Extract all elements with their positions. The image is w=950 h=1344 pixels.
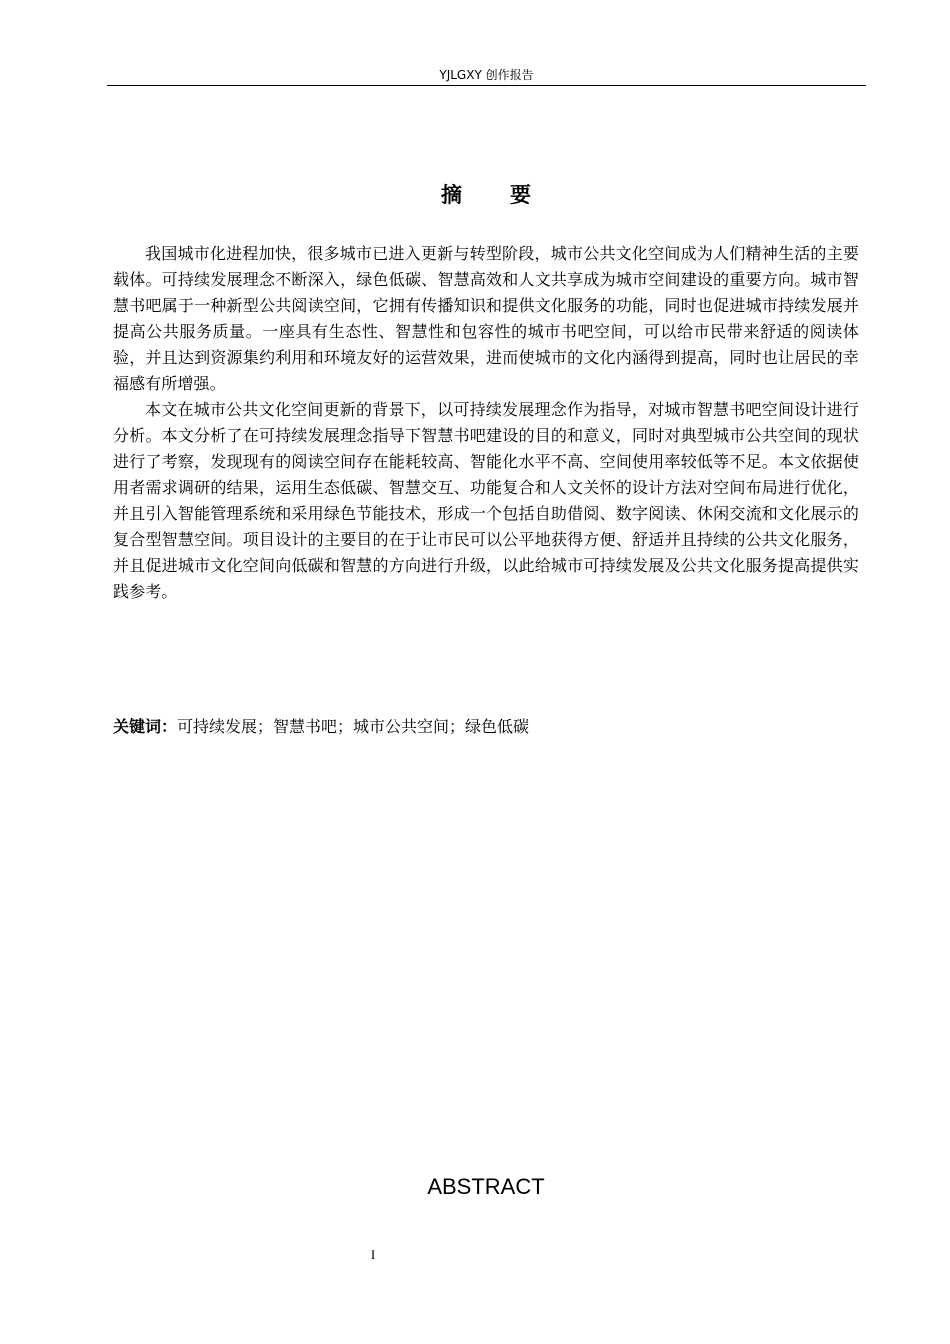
- header-divider: [107, 85, 866, 86]
- abstract-body: [113, 241, 859, 605]
- abstract-paragraph-1: 我国城市化进程加快，很多城市已进入更新与转型阶段，城市公共文化空间成为人们精神生活的主要载体。可持续发展理念不断深入，绿色低碳、智慧高效和人文共享成为城市空间建设的重要方向。城市智慧书吧属于一种新型公共阅读空间，它拥有传播知识和提供文化服务的功能，同时也促进城市持续发展并提高公共服务质量。一座具有生态性、智慧性和包容性的城市书吧空间，可以给市民带来舒适的阅读体验，并且达到资源集约利用和环境友好的运营效果，进而使城市的文化内涵得到提高，同时也让居民的幸福感有所增强。: [113, 244, 859, 393]
- english-abstract-title: ABSTRACT: [427, 1174, 545, 1199]
- abstract-title-second-char: 要: [510, 183, 531, 207]
- running-header: YJLGXY 创作报告: [439, 68, 534, 82]
- abstract-paragraph-2: 本文在城市公共文化空间更新的背景下，以可持续发展理念作为指导，对城市智慧书吧空间设计进行分析。本文分析了在可持续发展理念指导下智慧书吧建设的目的和意义，同时对典型城市公共空间的现状进行了考察，发现现有的阅读空间存在能耗较高、智能化水平不高、空间使用率较低等不足。本文依据使用者需求调研的结果，运用生态低碳、智慧交互、功能复合和人文关怀的设计方法对空间布局进行优化，并且引入智能管理系统和采用绿色节能技术，形成一个包括自助借阅、数字阅读、休闲交流和文化展示的复合型智慧空间。项目设计的主要目的在于让市民可以公平地获得方便、舒适并且持续的公共文化服务，并且促进城市文化空间向低碳和智慧的方向进行升级，以此给城市可持续发展及公共文化服务提高提供实践参考。: [113, 400, 859, 601]
- keywords-label: 关键词：: [113, 717, 178, 736]
- page-number: I: [370, 1247, 376, 1262]
- abstract-title: [113, 180, 859, 210]
- abstract-title-first-char: 摘: [441, 183, 462, 207]
- keywords-line: [113, 714, 859, 740]
- keywords-list: 可持续发展；智慧书吧；城市公共空间；绿色低碳: [177, 717, 530, 736]
